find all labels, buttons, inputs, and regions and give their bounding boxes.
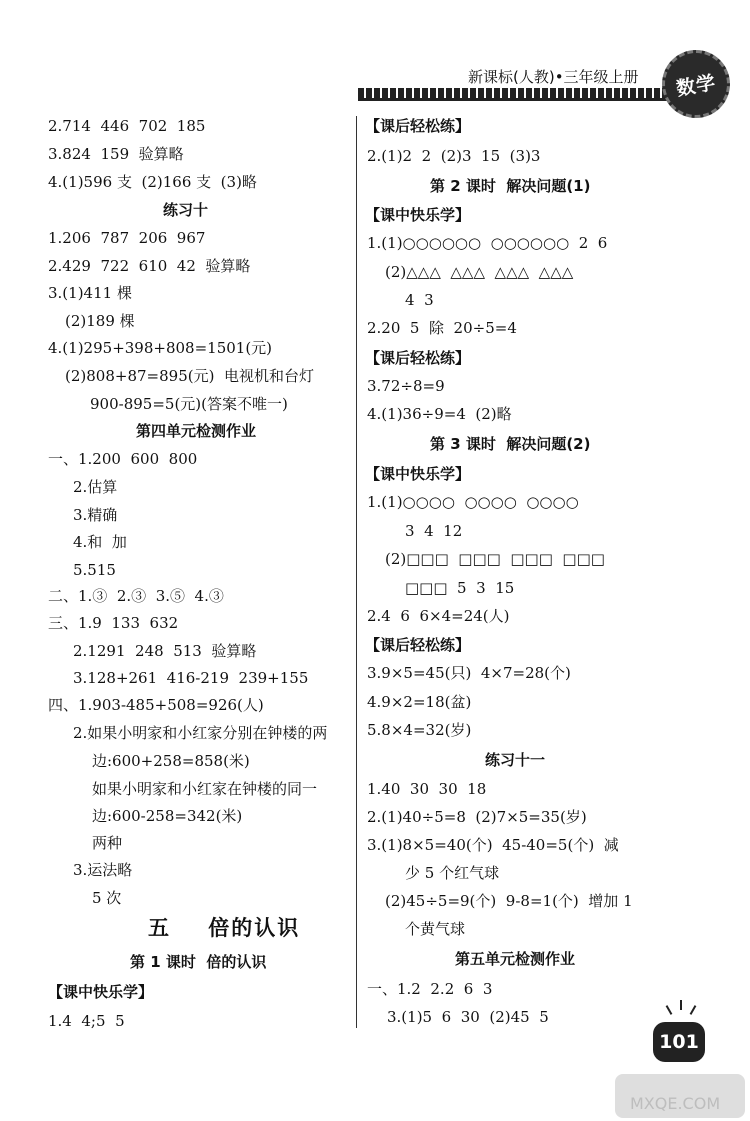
subsection-heading: 【课中快乐学】 (365, 206, 471, 224)
lesson-heading: 第 1 课时 倍的认识 (130, 953, 267, 971)
answer-line: 4.9×2=18(盆) (367, 693, 472, 711)
answer-line: 边:600+258=858(米) (92, 752, 250, 770)
answer-line: 一、1.200 600 800 (48, 450, 198, 468)
answer-line: (2)45÷5=9(个) 9-8=1(个) 增加 1 (385, 892, 633, 910)
answer-line: 4.(1)36÷9=4 (2)略 (367, 405, 512, 423)
answer-line: 3.128+261 416-219 239+155 (73, 669, 309, 687)
answer-line: 3 4 12 (405, 522, 463, 540)
answer-line: 两种 (92, 834, 123, 852)
header-decorative-rule (358, 88, 673, 101)
answer-line: 少 5 个红气球 (405, 864, 500, 882)
column-divider (356, 116, 357, 1028)
subject-badge (662, 50, 730, 118)
answer-line: 3.824 159 验算略 (48, 145, 184, 163)
answer-line: □□□ 5 3 15 (405, 579, 515, 597)
answer-line: 4.(1)295+398+808=1501(元) (48, 339, 273, 357)
answer-line: 2.(1)2 2 (2)3 15 (3)3 (367, 147, 541, 165)
sparkle-decoration (680, 1000, 682, 1010)
answer-line: 2.429 722 610 42 验算略 (48, 257, 251, 275)
answer-line: 900-895=5(元)(答案不唯一) (90, 395, 288, 413)
answer-line: 1.(1)○○○○○○ ○○○○○○ 2 6 (367, 234, 608, 252)
answer-line: 1.4 4;5 5 (48, 1012, 125, 1030)
page-number (653, 1022, 705, 1062)
subsection-heading: 【课后轻松练】 (365, 349, 471, 367)
answer-line: (2)△△△ △△△ △△△ △△△ (385, 263, 574, 281)
answer-line: 1.40 30 30 18 (367, 780, 487, 798)
answer-line: 三、1.9 133 632 (48, 614, 179, 632)
answer-line: 5.8×4=32(岁) (367, 721, 472, 739)
subsection-heading: 【课后轻松练】 (365, 117, 471, 135)
answer-line: 一、1.2 2.2 6 3 (367, 980, 493, 998)
answer-line: 1.(1)○○○○ ○○○○ ○○○○ (367, 493, 579, 511)
answer-line: 3.(1)8×5=40(个) 45-40=5(个) 减 (367, 836, 619, 854)
header-title: 新课标(人教)•三年级上册 (468, 68, 639, 86)
answer-line: 4.和 加 (73, 533, 127, 551)
page-number-text: 101 (659, 1031, 699, 1053)
answer-line: 2.714 446 702 185 (48, 117, 206, 135)
answer-line: 3.(1)5 6 30 (2)45 5 (387, 1008, 549, 1026)
answer-line: 4.(1)596 支 (2)166 支 (3)略 (48, 173, 257, 191)
subsection-heading: 【课后轻松练】 (365, 636, 471, 654)
answer-line: 3.运法略 (73, 861, 133, 879)
watermark-text: MXQE.COM (630, 1094, 721, 1113)
answer-line: (2)189 棵 (65, 312, 135, 330)
answer-line: 3.72÷8=9 (367, 377, 445, 395)
answer-line: 2.如果小明家和小红家分别在钟楼的两 (73, 724, 328, 742)
section-heading: 练习十 (163, 201, 209, 219)
answer-line: 5.515 (73, 561, 116, 579)
answer-line: 如果小明家和小红家在钟楼的同一 (92, 780, 318, 798)
answer-line: 5 次 (92, 889, 122, 907)
sparkle-decoration (690, 1005, 697, 1015)
subject-badge-label: 数学 (674, 71, 718, 100)
sparkle-decoration (666, 1005, 673, 1015)
answer-line: 2.4 6 6×4=24(人) (367, 607, 510, 625)
answer-line: 2.1291 248 513 验算略 (73, 642, 257, 660)
answer-line: 边:600-258=342(米) (92, 807, 243, 825)
section-heading: 第五单元检测作业 (455, 950, 576, 968)
chapter-title: 五 倍的认识 (148, 916, 301, 940)
answer-line: 个黄气球 (405, 920, 466, 938)
answer-line: 3.精确 (73, 506, 118, 524)
answer-line: (2)□□□ □□□ □□□ □□□ (385, 550, 605, 568)
subsection-heading: 【课中快乐学】 (365, 465, 471, 483)
answer-line: 四、1.903-485+508=926(人) (48, 696, 264, 714)
section-heading: 第四单元检测作业 (136, 422, 257, 440)
answer-line: 1.206 787 206 967 (48, 229, 206, 247)
answer-line: 二、1.③ 2.③ 3.⑤ 4.③ (48, 587, 224, 605)
answer-line: 4 3 (405, 291, 434, 309)
answer-line: 2.(1)40÷5=8 (2)7×5=35(岁) (367, 808, 587, 826)
lesson-heading: 第 3 课时 解决问题(2) (430, 435, 591, 453)
subsection-heading: 【课中快乐学】 (48, 983, 154, 1001)
section-heading: 练习十一 (485, 751, 546, 769)
answer-line: (2)808+87=895(元) 电视机和台灯 (65, 367, 314, 385)
answer-line: 3.(1)411 棵 (48, 284, 132, 302)
answer-line: 2.20 5 除 20÷5=4 (367, 319, 517, 337)
answer-line: 2.估算 (73, 478, 118, 496)
answer-line: 3.9×5=45(只) 4×7=28(个) (367, 664, 571, 682)
lesson-heading: 第 2 课时 解决问题(1) (430, 177, 591, 195)
